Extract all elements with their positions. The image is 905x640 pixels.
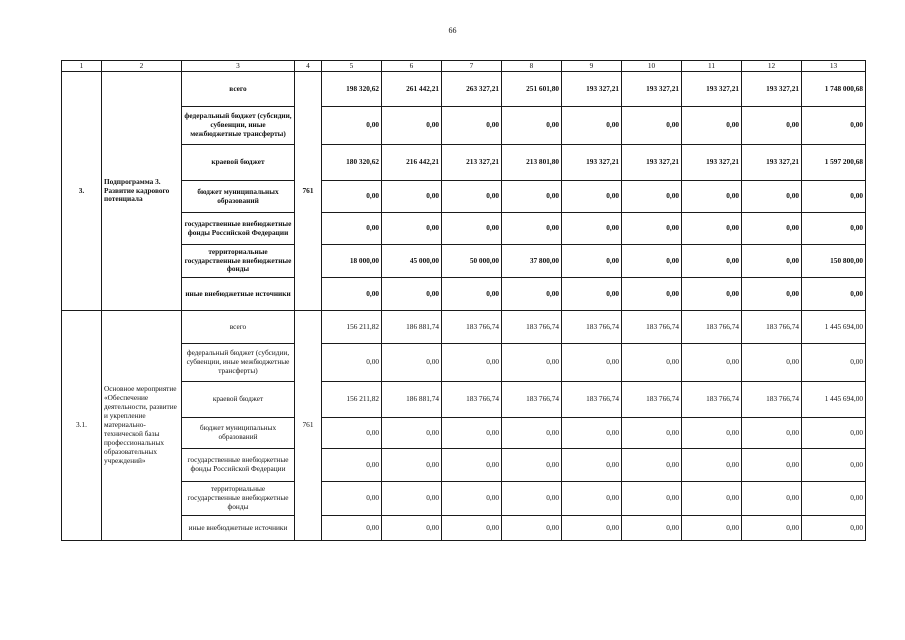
table-row: [62, 278, 866, 311]
amount-cell: 0,00: [502, 107, 562, 145]
amount-cell: 0,00: [502, 482, 562, 516]
funding-source: государственные внебюджетные фонды Российской Федерации: [182, 449, 295, 482]
amount-cell: 0,00: [802, 213, 866, 245]
amount-cell: 0,00: [622, 181, 682, 213]
amount-cell: 183 766,74: [562, 311, 622, 344]
amount-cell: 0,00: [622, 516, 682, 541]
table-row: [62, 449, 866, 482]
amount-cell: 0,00: [742, 482, 802, 516]
amount-cell: 0,00: [442, 107, 502, 145]
budget-code: 761: [295, 311, 322, 541]
amount-cell: 0,00: [322, 278, 382, 311]
amount-cell: 0,00: [382, 278, 442, 311]
amount-cell: 193 327,21: [622, 145, 682, 181]
section-index: 3.: [62, 72, 102, 311]
amount-cell: 0,00: [742, 213, 802, 245]
amount-cell: 0,00: [562, 449, 622, 482]
amount-cell: 1 748 000,68: [802, 72, 866, 107]
table-row: [62, 107, 866, 145]
amount-cell: 0,00: [442, 418, 502, 449]
column-header: 6: [382, 61, 442, 72]
amount-cell: 183 766,74: [622, 311, 682, 344]
amount-cell: 0,00: [562, 344, 622, 382]
amount-cell: 0,00: [502, 449, 562, 482]
amount-cell: 0,00: [682, 516, 742, 541]
amount-cell: 0,00: [622, 449, 682, 482]
column-header: 10: [622, 61, 682, 72]
amount-cell: 0,00: [622, 107, 682, 145]
amount-cell: 0,00: [382, 516, 442, 541]
amount-cell: 0,00: [442, 278, 502, 311]
table-row: [62, 72, 866, 107]
column-header: 3: [182, 61, 295, 72]
amount-cell: 0,00: [682, 245, 742, 278]
amount-cell: 0,00: [442, 516, 502, 541]
amount-cell: 0,00: [442, 449, 502, 482]
amount-cell: 183 766,74: [682, 382, 742, 418]
amount-cell: 213 327,21: [442, 145, 502, 181]
amount-cell: 0,00: [682, 344, 742, 382]
amount-cell: 0,00: [742, 344, 802, 382]
amount-cell: 193 327,21: [742, 145, 802, 181]
amount-cell: 261 442,21: [382, 72, 442, 107]
table-row: [62, 482, 866, 516]
column-header-row: [62, 61, 866, 72]
amount-cell: 0,00: [442, 181, 502, 213]
amount-cell: 0,00: [742, 181, 802, 213]
column-header: 8: [502, 61, 562, 72]
amount-cell: 193 327,21: [682, 145, 742, 181]
amount-cell: 0,00: [742, 278, 802, 311]
amount-cell: 193 327,21: [562, 145, 622, 181]
amount-cell: 0,00: [382, 482, 442, 516]
section-index: 3.1.: [62, 311, 102, 541]
amount-cell: 156 211,82: [322, 311, 382, 344]
column-header: 9: [562, 61, 622, 72]
amount-cell: 0,00: [562, 418, 622, 449]
amount-cell: 1 445 694,00: [802, 311, 866, 344]
amount-cell: 183 766,74: [742, 311, 802, 344]
funding-source: краевой бюджет: [182, 145, 295, 181]
column-header: 13: [802, 61, 866, 72]
table-row: [62, 418, 866, 449]
amount-cell: 183 766,74: [442, 382, 502, 418]
amount-cell: 0,00: [442, 482, 502, 516]
amount-cell: 0,00: [322, 482, 382, 516]
column-header: 5: [322, 61, 382, 72]
column-header: 2: [102, 61, 182, 72]
amount-cell: 0,00: [502, 344, 562, 382]
amount-cell: 0,00: [682, 418, 742, 449]
amount-cell: 183 766,74: [742, 382, 802, 418]
funding-source: федеральный бюджет (субсидии, субвенции, иные межбюджетные трансферты): [182, 107, 295, 145]
amount-cell: 0,00: [682, 181, 742, 213]
section-title: Подпрограмма 3. Развитие кадрового потенциала: [102, 72, 182, 311]
amount-cell: 0,00: [682, 107, 742, 145]
amount-cell: 183 766,74: [442, 311, 502, 344]
amount-cell: 0,00: [802, 344, 866, 382]
table-row: [62, 145, 866, 181]
amount-cell: 263 327,21: [442, 72, 502, 107]
amount-cell: 0,00: [682, 213, 742, 245]
amount-cell: 0,00: [322, 449, 382, 482]
amount-cell: 0,00: [562, 213, 622, 245]
amount-cell: 18 000,00: [322, 245, 382, 278]
amount-cell: 0,00: [682, 449, 742, 482]
amount-cell: 198 320,62: [322, 72, 382, 107]
amount-cell: 0,00: [502, 278, 562, 311]
budget-code: 761: [295, 72, 322, 311]
amount-cell: 216 442,21: [382, 145, 442, 181]
funding-source: краевой бюджет: [182, 382, 295, 418]
amount-cell: 0,00: [322, 107, 382, 145]
amount-cell: 193 327,21: [622, 72, 682, 107]
amount-cell: 0,00: [442, 213, 502, 245]
page-number: 66: [448, 26, 457, 35]
amount-cell: 0,00: [742, 245, 802, 278]
amount-cell: 0,00: [622, 344, 682, 382]
amount-cell: 183 766,74: [502, 382, 562, 418]
funding-source: территориальные государственные внебюджетные фонды: [182, 245, 295, 278]
amount-cell: 0,00: [622, 213, 682, 245]
table-row: [62, 311, 866, 344]
amount-cell: 0,00: [322, 344, 382, 382]
funding-source: государственные внебюджетные фонды Российской Федерации: [182, 213, 295, 245]
amount-cell: 0,00: [382, 213, 442, 245]
funding-source: бюджет муниципальных образований: [182, 418, 295, 449]
amount-cell: 0,00: [382, 449, 442, 482]
amount-cell: 0,00: [742, 516, 802, 541]
amount-cell: 0,00: [382, 107, 442, 145]
amount-cell: 150 800,00: [802, 245, 866, 278]
amount-cell: 193 327,21: [742, 72, 802, 107]
amount-cell: 0,00: [502, 516, 562, 541]
section-title: Основное мероприятие «Обеспечение деятельности, развитие и укрепление материально-технической базы профессиональных образовательных учреждений»: [102, 311, 182, 541]
amount-cell: 50 000,00: [442, 245, 502, 278]
amount-cell: 183 766,74: [622, 382, 682, 418]
funding-source: территориальные государственные внебюджетные фонды: [182, 482, 295, 516]
amount-cell: 37 800,00: [502, 245, 562, 278]
funding-source: всего: [182, 311, 295, 344]
amount-cell: 1 597 200,68: [802, 145, 866, 181]
amount-cell: 0,00: [322, 516, 382, 541]
amount-cell: 0,00: [382, 181, 442, 213]
amount-cell: 1 445 694,00: [802, 382, 866, 418]
column-header: 7: [442, 61, 502, 72]
column-header: 4: [295, 61, 322, 72]
table-row: [62, 344, 866, 382]
table-row: [62, 382, 866, 418]
table-row: [62, 245, 866, 278]
column-header: 12: [742, 61, 802, 72]
amount-cell: 0,00: [682, 278, 742, 311]
column-header: 1: [62, 61, 102, 72]
budget-table: [61, 60, 866, 541]
table-row: [62, 213, 866, 245]
amount-cell: 0,00: [502, 418, 562, 449]
amount-cell: 183 766,74: [682, 311, 742, 344]
amount-cell: 0,00: [382, 418, 442, 449]
amount-cell: 0,00: [562, 245, 622, 278]
amount-cell: 213 801,80: [502, 145, 562, 181]
funding-source: бюджет муниципальных образований: [182, 181, 295, 213]
amount-cell: 186 881,74: [382, 382, 442, 418]
amount-cell: 0,00: [802, 107, 866, 145]
amount-cell: 183 766,74: [562, 382, 622, 418]
amount-cell: 0,00: [802, 482, 866, 516]
amount-cell: 0,00: [802, 418, 866, 449]
amount-cell: 0,00: [622, 245, 682, 278]
amount-cell: 0,00: [742, 449, 802, 482]
amount-cell: 193 327,21: [562, 72, 622, 107]
amount-cell: 0,00: [802, 516, 866, 541]
amount-cell: 0,00: [322, 181, 382, 213]
amount-cell: 0,00: [322, 213, 382, 245]
funding-source: иные внебюджетные источники: [182, 278, 295, 311]
amount-cell: 0,00: [562, 181, 622, 213]
amount-cell: 0,00: [382, 344, 442, 382]
amount-cell: 0,00: [502, 181, 562, 213]
amount-cell: 0,00: [442, 344, 502, 382]
table-row: [62, 181, 866, 213]
amount-cell: 193 327,21: [682, 72, 742, 107]
amount-cell: 0,00: [802, 181, 866, 213]
amount-cell: 45 000,00: [382, 245, 442, 278]
amount-cell: 0,00: [322, 418, 382, 449]
amount-cell: 183 766,74: [502, 311, 562, 344]
amount-cell: 186 881,74: [382, 311, 442, 344]
table-row: [62, 516, 866, 541]
funding-source: всего: [182, 72, 295, 107]
amount-cell: 180 320,62: [322, 145, 382, 181]
amount-cell: 0,00: [622, 278, 682, 311]
amount-cell: 0,00: [682, 482, 742, 516]
amount-cell: 156 211,82: [322, 382, 382, 418]
amount-cell: 0,00: [622, 418, 682, 449]
amount-cell: 0,00: [562, 278, 622, 311]
amount-cell: 0,00: [562, 482, 622, 516]
column-header: 11: [682, 61, 742, 72]
amount-cell: 0,00: [502, 213, 562, 245]
amount-cell: 0,00: [802, 449, 866, 482]
funding-source: федеральный бюджет (субсидии, субвенции, иные межбюджетные трансферты): [182, 344, 295, 382]
amount-cell: 0,00: [742, 107, 802, 145]
amount-cell: 251 601,80: [502, 72, 562, 107]
amount-cell: 0,00: [742, 418, 802, 449]
amount-cell: 0,00: [562, 516, 622, 541]
funding-source: иные внебюджетные источники: [182, 516, 295, 541]
amount-cell: 0,00: [562, 107, 622, 145]
amount-cell: 0,00: [622, 482, 682, 516]
amount-cell: 0,00: [802, 278, 866, 311]
